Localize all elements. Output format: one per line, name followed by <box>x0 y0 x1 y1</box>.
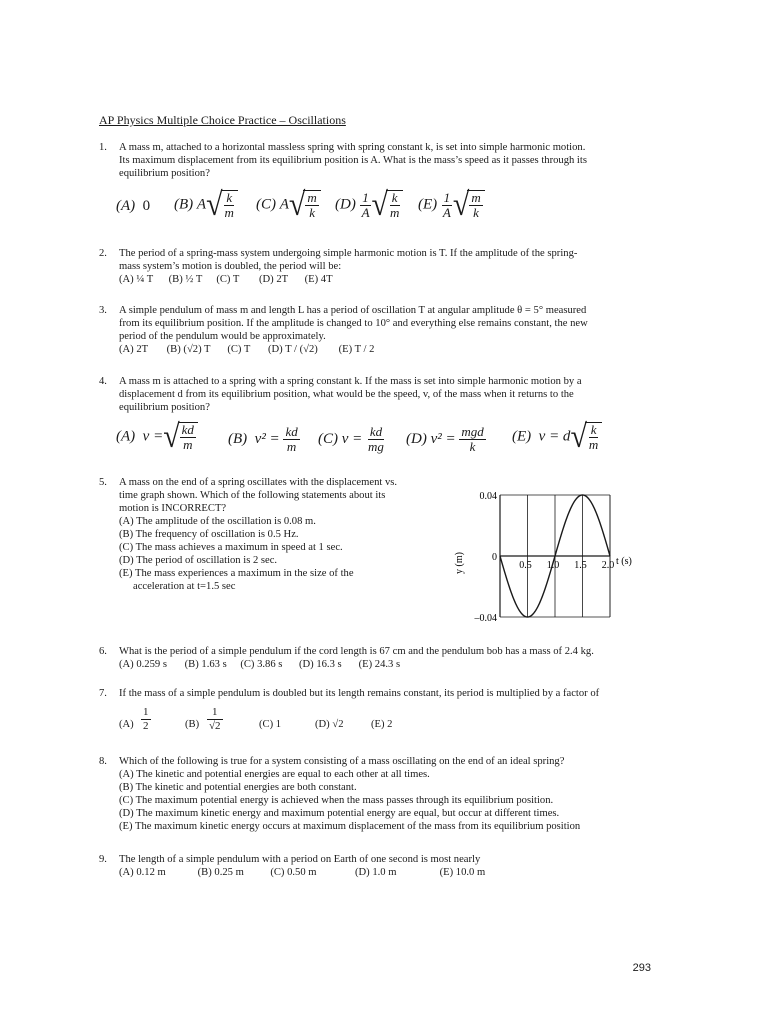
chart-x-tick-label: 1.5 <box>574 560 587 571</box>
question-text-line: motion is INCORRECT? <box>119 503 227 514</box>
choice-c: (C) 1 <box>259 719 282 730</box>
choice-a: (A) <box>119 719 134 730</box>
q1-choice-e: (E) $\frac{1}{A}$ √ $\frac{m}{k}$ <box>418 190 485 220</box>
choice-a: (A) 0.12 m <box>119 867 166 878</box>
chart-y-label: y (m) <box>454 552 465 574</box>
chart-x-label: t (s) <box>616 556 632 567</box>
choice-e: (E) The mass experiences a maximum in the size of the <box>119 568 354 579</box>
question-text-line: The period of a spring-mass system undergoing simple harmonic motion is T. If the amplitude of the spring- <box>119 248 578 259</box>
choice-e: (E) 10.0 m <box>439 867 486 878</box>
choice-b-fraction: $\frac{1}{√2}$ <box>209 706 221 732</box>
question-text-line: What is the period of a simple pendulum if the cord length is 67 cm and the pendulum bob has a mass of 2.4 kg. <box>119 646 594 657</box>
choice-a: (A) The amplitude of the oscillation is 0.08 m. <box>119 516 316 527</box>
choice-e: (E) T / 2 <box>338 344 375 355</box>
question-number: 9. <box>99 854 107 865</box>
choice-b: (B) The kinetic and potential energies are both constant. <box>119 782 357 793</box>
q4-choice-b: (B) v² = $\frac{kd}{m}$ <box>228 424 298 454</box>
q1-choice-a: (A) 0 <box>116 198 151 214</box>
q4-choice-a: (A) v = √ $\frac{kd}{m}$ <box>116 422 198 452</box>
choice-e: (E) 24.3 s <box>358 659 401 670</box>
question-text-line: A mass m, attached to a horizontal massless spring with spring constant k, is set into simple harmonic motion. <box>119 142 586 153</box>
question-text-line: If the mass of a simple pendulum is doubled but its length remains constant, its period is multiplied by a factor of <box>119 688 600 699</box>
choice-d: (D) √2 <box>315 719 344 730</box>
chart-y-tick-label: –0.04 <box>474 613 497 624</box>
choice-b: (B) 1.63 s <box>184 659 227 670</box>
q4-choice-d: (D) v² = $\frac{\text{mgd}}{k}$ <box>406 424 484 454</box>
question-number: 4. <box>99 376 107 387</box>
choice-d: (D) 1.0 m <box>354 867 397 878</box>
answer-choices <box>119 343 588 356</box>
page-title: AP Physics Multiple Choice Practice – Oscillations <box>99 113 346 127</box>
choice-b: (B) The frequency of oscillation is 0.5 Hz. <box>119 529 299 540</box>
choice-a: (A) ¼ T <box>119 274 154 285</box>
choice-e-continued: acceleration at t=1.5 sec <box>133 581 236 592</box>
choice-e: (E) 4T <box>304 274 333 285</box>
q1-choice-b: (B) A √ $\frac{k}{m}$ <box>174 190 238 220</box>
chart-x-tick-label: 1.0 <box>546 560 560 571</box>
question-text-line: Which of the following is true for a system consisting of a mass oscillating on the end of an ideal spring? <box>119 756 565 767</box>
choice-d: (D) 2T <box>258 274 289 285</box>
choice-c: (C) The maximum potential energy is achieved when the mass passes through its equilibrium position. <box>119 795 554 806</box>
question-number: 2. <box>99 248 107 259</box>
choice-d: (D) The maximum kinetic energy and maximum potential energy are equal, but occur at different times. <box>119 808 560 819</box>
choice-a: (A) 0.259 s <box>119 659 167 670</box>
question-text-line: period of the pendulum would be approximately. <box>119 331 326 342</box>
choice-c: (C) The mass achieves a maximum in speed at 1 sec. <box>119 542 343 553</box>
chart-x-tick-label: 0.5 <box>519 560 532 571</box>
choice-b: (B) 0.25 m <box>197 867 244 878</box>
chart-y-tick-label: 0.04 <box>479 491 497 502</box>
q4-choice-e: (E) v = d √ $\frac{k}{m}$ <box>512 422 602 452</box>
question-text-line: time graph shown. Which of the following statements about its <box>119 490 386 501</box>
choice-d: (D) T / (√2) <box>267 344 318 355</box>
choice-c: (C) T <box>216 274 240 285</box>
answer-choices <box>119 273 577 286</box>
question-number: 3. <box>99 305 107 316</box>
question-text-line: displacement d from its equilibrium position, what would be the speed, v, of the mass when it returns to the <box>119 389 574 400</box>
question-text-line: equilibrium position? <box>119 168 210 179</box>
q4-choice-c: (C) v = $\frac{kd}{mg}$ <box>318 424 384 454</box>
chart-x-tick-label: 2.0 <box>601 560 615 571</box>
question-text-line: mass system’s motion is doubled, the period will be: <box>119 261 342 272</box>
question-number: 5. <box>99 477 107 488</box>
displacement-time-graph <box>450 485 630 625</box>
choice-e: (E) 2 <box>371 719 393 730</box>
choice-b: (B) (√2) T <box>166 344 211 355</box>
choice-a-fraction: $\frac{1}{2}$ <box>143 706 149 732</box>
choice-e: (E) The maximum kinetic energy occurs at maximum displacement of the mass from its equilibrium position <box>119 821 581 832</box>
question-text-line: A mass m is attached to a spring with a spring constant k. If the mass is set into simple harmonic motion by a <box>119 376 582 387</box>
question-text-line: The length of a simple pendulum with a period on Earth of one second is most nearly <box>119 854 481 865</box>
choice-d: (D) The period of oscillation is 2 sec. <box>119 555 278 566</box>
chart-y-tick-label: 0 <box>492 552 497 563</box>
question-text-line: Its maximum displacement from its equilibrium position is A. What is the mass’s speed as it passes through its <box>119 155 587 166</box>
choice-d: (D) 16.3 s <box>298 659 342 670</box>
q7-choices <box>119 706 519 742</box>
question-number: 1. <box>99 142 107 153</box>
choice-c: (C) 3.86 s <box>240 659 283 670</box>
choice-b: (B) ½ T <box>168 274 203 285</box>
choice-b: (B) <box>185 719 200 730</box>
answer-choices <box>119 658 594 671</box>
question-text-line: equilibrium position? <box>119 402 210 413</box>
question-text-line: A simple pendulum of mass m and length L has a period of oscillation T at angular amplitude θ = 5° measured <box>119 305 587 316</box>
q1-choice-c: (C) A √ $\frac{m}{k}$ <box>256 190 321 220</box>
choice-a: (A) The kinetic and potential energies are equal to each other at all times. <box>119 769 430 780</box>
question-number: 7. <box>99 688 107 699</box>
choice-a: (A) 2T <box>119 344 149 355</box>
question-number: 6. <box>99 646 107 657</box>
answer-choices <box>119 866 485 879</box>
question-text-line: A mass on the end of a spring oscillates with the displacement vs. <box>119 477 398 488</box>
q1-choice-d: (D) $\frac{1}{A}$ √ $\frac{k}{m}$ <box>335 190 403 220</box>
choice-c: (C) T <box>227 344 251 355</box>
question-number: 8. <box>99 756 107 767</box>
question-text-line: from its equilibrium position. If the amplitude is changed to 10° and everything else remains constant, the new <box>119 318 588 329</box>
choice-c: (C) 0.50 m <box>270 867 317 878</box>
page-number: 293 <box>632 962 651 974</box>
